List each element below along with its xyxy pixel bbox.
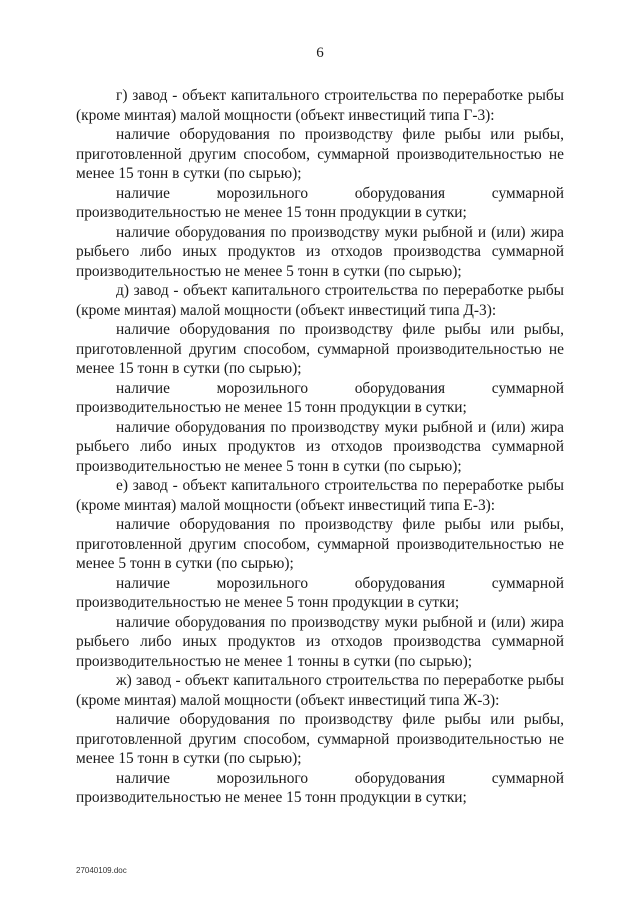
paragraph-freezing-equipment: наличие морозильного оборудования суммарной производительностью не менее 15 тонн продукции в сутки; — [76, 769, 564, 806]
paragraph-fillet-equipment: наличие оборудования по производству филе рыбы или рыбы, приготовленной другим способом, суммарной производительностью не менее 15 тонн в сутки (по сырью); — [76, 711, 564, 767]
page-number: 6 — [316, 45, 324, 61]
paragraph-fishmeal-equipment: наличие оборудования по производству муки рыбной и (или) жира рыбьего либо иных продуктов из отходов производства суммарной производительностью не менее 1 тонны в сутки (по сырью); — [76, 613, 564, 670]
paragraph-item-zh: ж) завод - объект капитального строительства по переработке рыбы (кроме минтая) малой мощности (объект инвестиций типа Ж-3): — [76, 672, 564, 709]
paragraph-item-g: г) завод - объект капитального строительства по переработке рыбы (кроме минтая) малой мощности (объект инвестиций типа Г-3): — [76, 87, 564, 124]
paragraph-fillet-equipment: наличие оборудования по производству филе рыбы или рыбы, приготовленной другим способом, суммарной производительностью не менее 15 тонн в сутки (по сырью); — [76, 126, 564, 182]
paragraph-fillet-equipment: наличие оборудования по производству филе рыбы или рыбы, приготовленной другим способом, суммарной производительностью не менее 5 тонн в сутки (по сырью); — [76, 516, 564, 572]
paragraph-freezing-equipment: наличие морозильного оборудования суммарной производительностью не менее 5 тонн продукции в сутки; — [76, 574, 564, 611]
paragraph-freezing-equipment: наличие морозильного оборудования суммарной производительностью не менее 15 тонн продукции в сутки; — [76, 184, 564, 221]
paragraph-fishmeal-equipment: наличие оборудования по производству муки рыбной и (или) жира рыбьего либо иных продуктов из отходов производства суммарной производительностью не менее 5 тонн в сутки (по сырью); — [76, 418, 564, 475]
paragraph-item-e: е) завод - объект капитального строительства по переработке рыбы (кроме минтая) малой мощности (объект инвестиций типа Е-3): — [76, 477, 564, 514]
footer-file-code: 27040109.doc — [76, 866, 127, 875]
paragraph-freezing-equipment: наличие морозильного оборудования суммарной производительностью не менее 15 тонн продукции в сутки; — [76, 379, 564, 416]
paragraph-fillet-equipment: наличие оборудования по производству филе рыбы или рыбы, приготовленной другим способом, суммарной производительностью не менее 15 тонн в сутки (по сырью); — [76, 321, 564, 377]
document-body — [76, 86, 564, 808]
paragraph-item-d: д) завод - объект капитального строительства по переработке рыбы (кроме минтая) малой мощности (объект инвестиций типа Д-3): — [76, 282, 564, 319]
paragraph-fishmeal-equipment: наличие оборудования по производству муки рыбной и (или) жира рыбьего либо иных продуктов из отходов производства суммарной производительностью не менее 5 тонн в сутки (по сырью); — [76, 223, 564, 280]
